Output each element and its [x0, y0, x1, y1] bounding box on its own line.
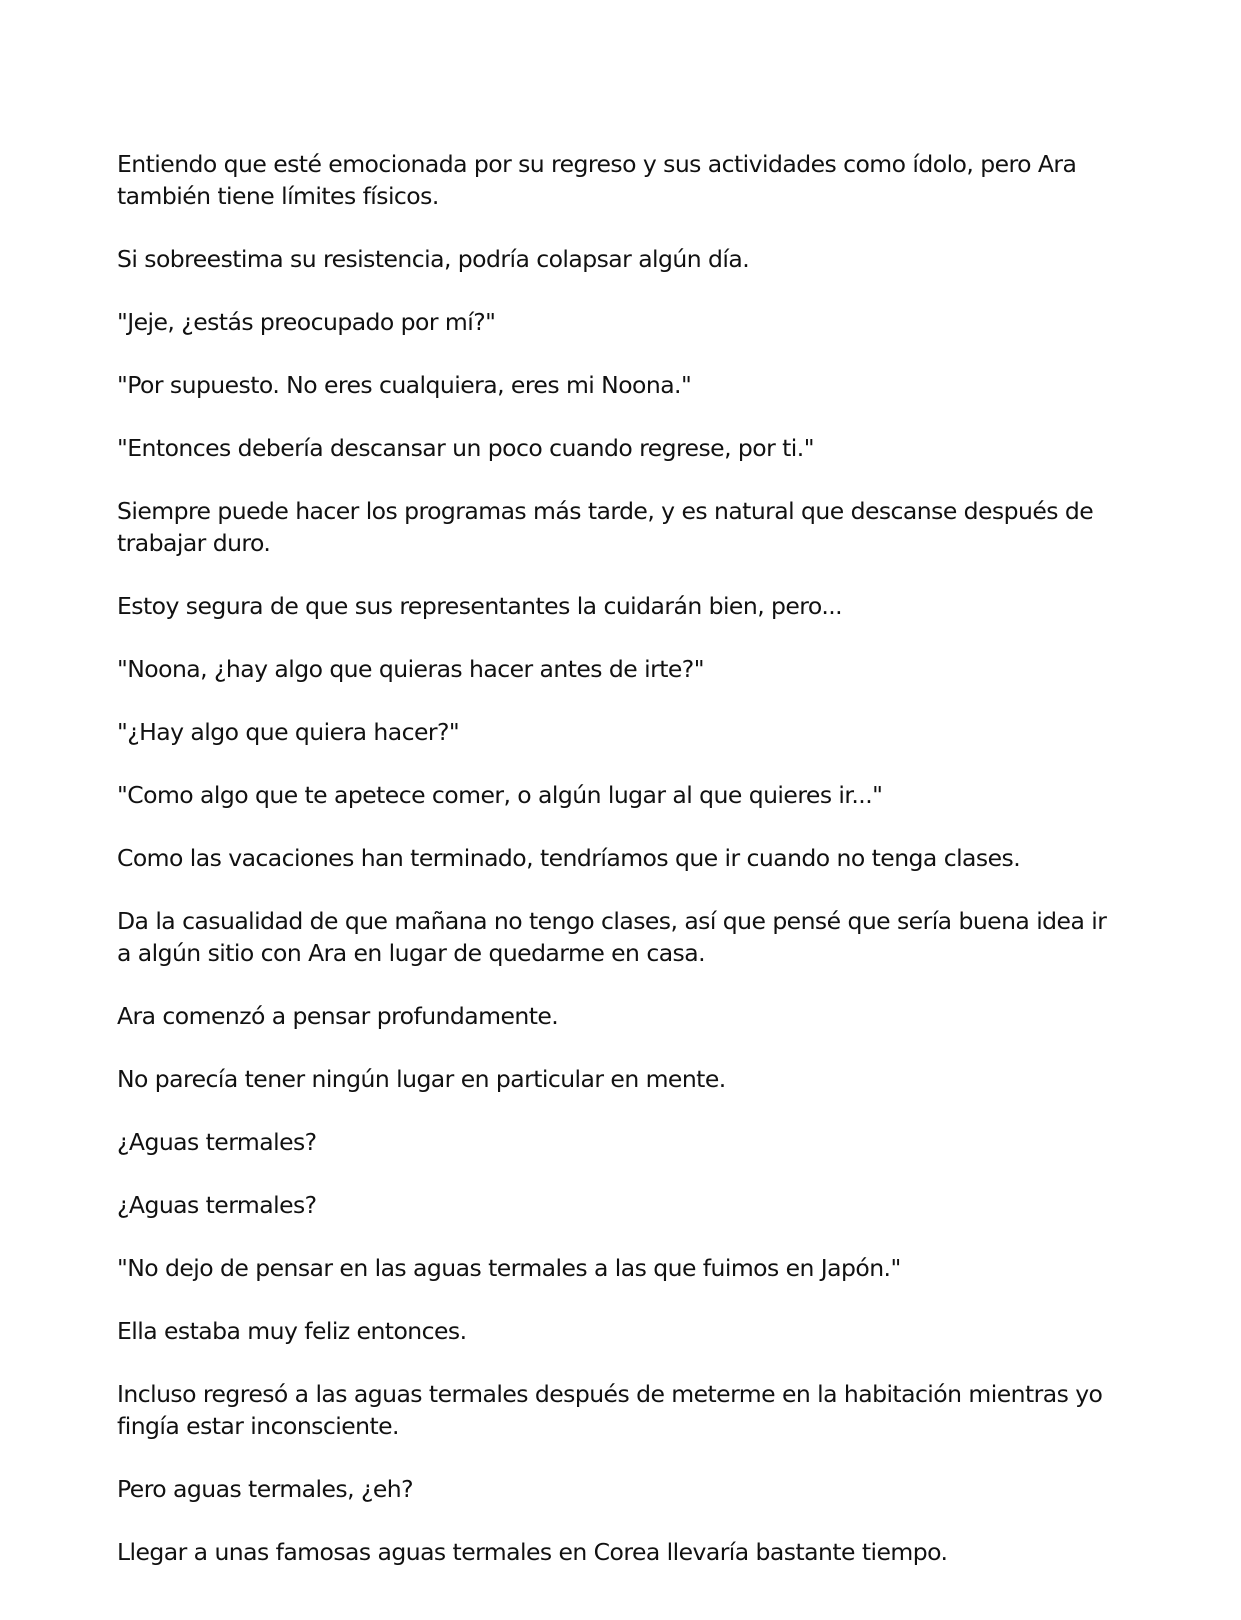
paragraph: "¿Hay algo que quiera hacer?" [117, 718, 460, 746]
document-body [117, 148, 1127, 1599]
paragraph: Llegar a unas famosas aguas termales en Corea llevaría bastante tiempo. [117, 1538, 948, 1566]
paragraph: Estoy segura de que sus representantes la cuidarán bien, pero... [117, 592, 843, 620]
paragraph: No parecía tener ningún lugar en particular en mente. [117, 1065, 726, 1093]
paragraph: ¿Aguas termales? [117, 1128, 317, 1156]
paragraph: "Noona, ¿hay algo que quieras hacer antes de irte?" [117, 655, 704, 683]
paragraph: Incluso regresó a las aguas termales después de meterme en la habitación mientras yo fingía estar inconsciente. [117, 1380, 1103, 1440]
paragraph: Entiendo que esté emocionada por su regreso y sus actividades como ídolo, pero Ara también tiene límites físicos. [117, 150, 1077, 210]
paragraph: Ara comenzó a pensar profundamente. [117, 1002, 559, 1030]
paragraph: "Entonces debería descansar un poco cuando regrese, por ti." [117, 434, 814, 462]
paragraph: ¿Aguas termales? [117, 1191, 317, 1219]
paragraph: Pero aguas termales, ¿eh? [117, 1475, 414, 1503]
paragraph: Si sobreestima su resistencia, podría colapsar algún día. [117, 245, 750, 273]
paragraph: Da la casualidad de que mañana no tengo clases, así que pensé que sería buena idea ir a algún sitio con Ara en lugar de quedarme en casa. [117, 907, 1107, 967]
paragraph: Ella estaba muy feliz entonces. [117, 1317, 467, 1345]
paragraph: Como las vacaciones han terminado, tendríamos que ir cuando no tenga clases. [117, 844, 1021, 872]
paragraph: "Jeje, ¿estás preocupado por mí?" [117, 308, 496, 336]
paragraph: "No dejo de pensar en las aguas termales a las que fuimos en Japón." [117, 1254, 901, 1282]
paragraph: "Como algo que te apetece comer, o algún lugar al que quieres ir..." [117, 781, 883, 809]
paragraph: Siempre puede hacer los programas más tarde, y es natural que descanse después de trabajar duro. [117, 497, 1094, 557]
paragraph: "Por supuesto. No eres cualquiera, eres mi Noona." [117, 371, 692, 399]
